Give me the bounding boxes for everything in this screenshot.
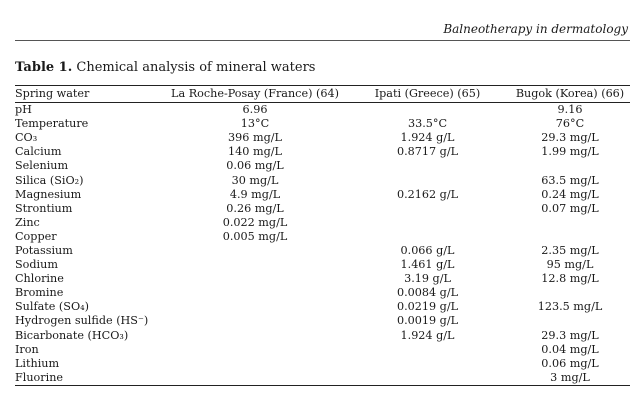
ipati-cell: 0.066 g/L — [400, 243, 455, 257]
table-row — [15, 371, 630, 386]
header-rule — [15, 40, 630, 41]
la-roche-posay-cell — [165, 371, 345, 386]
la-roche-posay-cell: 0.022 mg/L — [222, 215, 288, 229]
row-label-cell: Hydrogen sulfide (HS⁻) — [15, 314, 149, 328]
bugok-cell: 0.24 mg/L — [541, 187, 599, 201]
bugok-cell: 1.99 mg/L — [541, 145, 599, 159]
ipati-cell — [345, 343, 510, 357]
table-body — [15, 103, 630, 386]
row-label-cell: Sulfate (SO₄) — [15, 300, 89, 314]
row-label-cell: Iron — [15, 342, 39, 356]
row-label-cell: Selenium — [15, 159, 69, 173]
la-roche-posay-cell — [165, 258, 345, 272]
ipati-cell: 1.461 g/L — [400, 258, 455, 272]
table-row — [15, 131, 630, 145]
table-row — [15, 173, 630, 187]
row-label-cell: Magnesium — [15, 187, 82, 201]
row-label-cell: Bicarbonate (HCO₃) — [15, 328, 129, 342]
la-roche-posay-cell — [165, 314, 345, 328]
ipati-cell: 0.0019 g/L — [396, 314, 459, 328]
la-roche-posay-cell: 0.005 mg/L — [222, 229, 288, 243]
la-roche-posay-cell: 396 mg/L — [228, 131, 282, 145]
la-roche-posay-cell — [165, 286, 345, 300]
mineral-water-table-container — [15, 85, 630, 386]
la-roche-posay-cell: 30 mg/L — [231, 173, 279, 187]
row-label-cell: Fluorine — [15, 370, 64, 384]
row-label-cell: Sodium — [15, 258, 58, 272]
row-label-cell: Bromine — [15, 286, 64, 300]
table-row — [15, 230, 630, 244]
ipati-cell — [345, 103, 510, 118]
row-label-cell: Silica (SiO₂) — [15, 173, 84, 187]
bugok-cell — [510, 216, 630, 230]
ipati-cell: 0.2162 g/L — [396, 187, 459, 201]
row-label-cell: Lithium — [15, 356, 60, 370]
row-label-cell: Copper — [15, 229, 57, 243]
la-roche-posay-cell — [165, 272, 345, 286]
table-row — [15, 343, 630, 357]
table-row — [15, 314, 630, 328]
la-roche-posay-cell: 0.26 mg/L — [226, 201, 284, 215]
bugok-cell: 3 mg/L — [550, 370, 590, 384]
running-head: Balneotherapy in dermatology — [443, 22, 628, 36]
table-row — [15, 286, 630, 300]
ipati-cell: 3.19 g/L — [404, 272, 451, 286]
table-row — [15, 202, 630, 216]
column-header-spring-water: Spring water — [15, 87, 90, 100]
bugok-cell: 9.16 — [557, 103, 583, 117]
mineral-water-table — [15, 85, 630, 386]
bugok-cell: 29.3 mg/L — [541, 328, 599, 342]
table-row — [15, 159, 630, 173]
la-roche-posay-cell: 0.06 mg/L — [226, 159, 284, 173]
row-label-cell: Calcium — [15, 145, 62, 159]
column-header-la-roche-posay: La Roche-Posay (France) (64) — [171, 87, 339, 100]
ipati-cell — [345, 202, 510, 216]
column-header-ipati: Ipati (Greece) (65) — [374, 87, 481, 100]
bugok-cell — [510, 314, 630, 328]
table-caption-label: Table 1. — [15, 60, 73, 75]
ipati-cell — [345, 159, 510, 173]
bugok-cell: 123.5 mg/L — [537, 300, 603, 314]
table-row — [15, 244, 630, 258]
ipati-cell: 33.5°C — [407, 117, 448, 131]
la-roche-posay-cell — [165, 343, 345, 357]
table-row — [15, 216, 630, 230]
table-row — [15, 357, 630, 371]
la-roche-posay-cell: 140 mg/L — [228, 145, 282, 159]
ipati-cell: 0.0219 g/L — [396, 300, 459, 314]
table-row — [15, 329, 630, 343]
ipati-cell: 1.924 g/L — [400, 131, 455, 145]
la-roche-posay-cell — [165, 300, 345, 314]
bugok-cell: 95 mg/L — [546, 258, 594, 272]
bugok-cell: 0.06 mg/L — [541, 356, 599, 370]
table-row — [15, 188, 630, 202]
bugok-cell — [510, 159, 630, 173]
table-row — [15, 145, 630, 159]
table-row — [15, 300, 630, 314]
ipati-cell — [345, 216, 510, 230]
ipati-cell: 1.924 g/L — [400, 328, 455, 342]
ipati-cell — [345, 230, 510, 244]
bugok-cell: 76°C — [555, 117, 585, 131]
row-label-cell: Chlorine — [15, 272, 64, 286]
row-label-cell: Strontium — [15, 201, 73, 215]
bugok-cell: 12.8 mg/L — [541, 272, 599, 286]
table-caption — [15, 60, 315, 76]
table-row — [15, 103, 630, 118]
ipati-cell: 0.0084 g/L — [396, 286, 459, 300]
la-roche-posay-cell: 6.96 — [242, 103, 268, 117]
la-roche-posay-cell — [165, 329, 345, 343]
table-header-row — [15, 86, 630, 103]
bugok-cell: 63.5 mg/L — [541, 173, 599, 187]
ipati-cell — [345, 173, 510, 187]
bugok-cell: 0.07 mg/L — [541, 201, 599, 215]
row-label-cell: CO₃ — [15, 131, 38, 145]
row-label-cell: Zinc — [15, 215, 40, 229]
row-label-cell: pH — [15, 103, 32, 117]
row-label-cell: Temperature — [15, 117, 89, 131]
ipati-cell — [345, 371, 510, 386]
table-row — [15, 117, 630, 131]
bugok-cell: 29.3 mg/L — [541, 131, 599, 145]
la-roche-posay-cell — [165, 244, 345, 258]
column-header-bugok: Bugok (Korea) (66) — [515, 87, 625, 100]
table-row — [15, 272, 630, 286]
la-roche-posay-cell: 4.9 mg/L — [229, 187, 281, 201]
table-row — [15, 258, 630, 272]
bugok-cell: 0.04 mg/L — [541, 342, 599, 356]
ipati-cell — [345, 357, 510, 371]
la-roche-posay-cell — [165, 357, 345, 371]
ipati-cell: 0.8717 g/L — [396, 145, 459, 159]
bugok-cell: 2.35 mg/L — [541, 243, 599, 257]
bugok-cell — [510, 286, 630, 300]
bugok-cell — [510, 230, 630, 244]
table-caption-text: Chemical analysis of mineral waters — [76, 60, 316, 75]
la-roche-posay-cell: 13°C — [240, 117, 270, 131]
row-label-cell: Potassium — [15, 243, 73, 257]
